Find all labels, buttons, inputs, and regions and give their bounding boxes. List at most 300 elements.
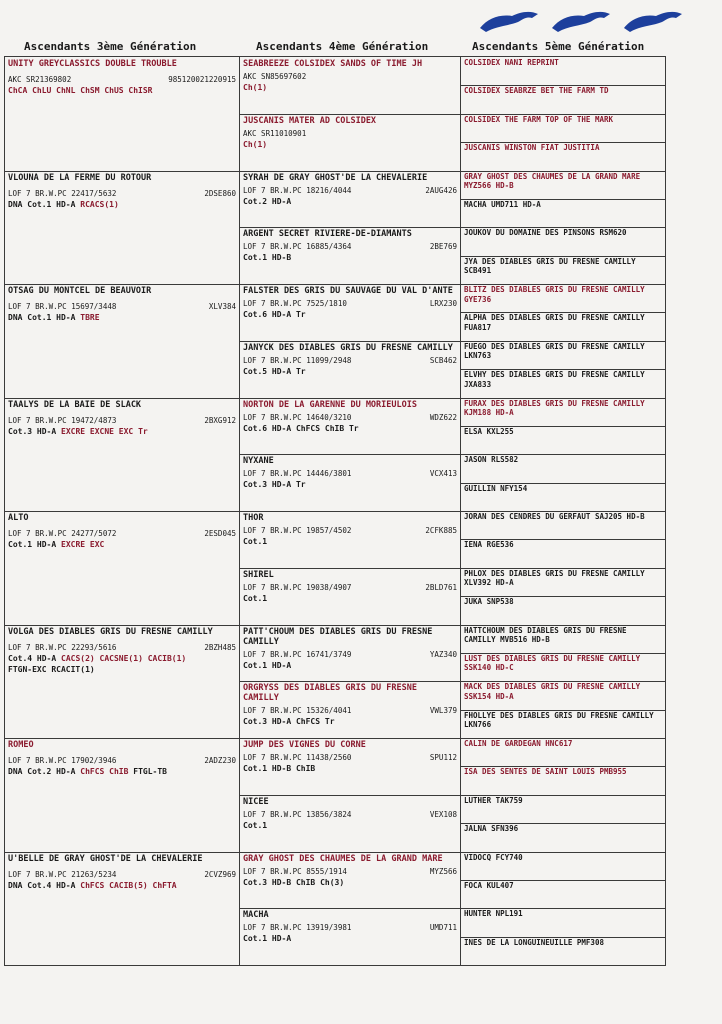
ancestor-name: GRAY GHOST DES CHAUMES DE LA GRAND MARE MYZ566 HD-B bbox=[464, 171, 641, 190]
registration-number: LOF 7 BR.W.PC 19857/4502 bbox=[243, 526, 352, 535]
row-divider bbox=[240, 738, 460, 739]
ancestor-gen5-cell bbox=[461, 341, 665, 369]
show-titles: TBRE bbox=[80, 313, 100, 322]
identification-code: LRX230 bbox=[429, 299, 457, 308]
ancestor-name: FALSTER DES GRIS DU SAUVAGE DU VAL D'ANTE bbox=[243, 286, 453, 296]
ancestor-gen5-cell bbox=[461, 256, 665, 284]
health-results: Cot.2 HD-A bbox=[243, 196, 292, 206]
registration-line bbox=[243, 356, 457, 366]
ancestor-name: UNITY GREYCLASSICS DOUBLE TROUBLE bbox=[8, 59, 177, 69]
ancestor-name: JYA DES DIABLES GRIS DU FRESNE CAMILLY SCB491 bbox=[464, 256, 636, 276]
ancestor-gen5-cell bbox=[461, 227, 665, 255]
registration-line bbox=[243, 923, 457, 933]
health-titles-line bbox=[243, 660, 457, 671]
show-titles: Ch(1) bbox=[243, 139, 268, 149]
ancestor-name: U'BELLE DE GRAY GHOST'DE LA CHEVALERIE bbox=[8, 853, 203, 864]
ancestor-gen5-cell bbox=[461, 312, 665, 340]
row-divider bbox=[461, 880, 665, 881]
ancestor-name: MACK DES DIABLES GRIS DU FRESNE CAMILLY SSK154 HD-A bbox=[464, 682, 641, 701]
ancestor-name: NORTON DE LA GARENNE DU MORIEULOIS bbox=[243, 399, 417, 410]
ancestor-name: HUNTER NPL191 bbox=[464, 909, 523, 919]
registration-line bbox=[243, 186, 457, 196]
registration-number: LOF 7 BR.W.PC 11099/2948 bbox=[243, 355, 352, 365]
ancestor-name: JASON RLS582 bbox=[464, 455, 519, 465]
ancestor-name: MACHA bbox=[243, 910, 269, 921]
identification-code: 2AUG426 bbox=[425, 185, 457, 195]
health-titles-line bbox=[8, 539, 236, 550]
registration-number: LOF 7 BR.W.PC 14446/3801 bbox=[243, 469, 352, 479]
row-divider bbox=[461, 539, 665, 540]
registration-number: LOF 7 BR.W.PC 14640/3210 bbox=[243, 412, 352, 422]
registration-number: AKC SR11010901 bbox=[243, 128, 307, 138]
ancestor-gen5-cell bbox=[461, 880, 665, 908]
registration-line bbox=[243, 129, 457, 139]
ancestor-name: NICEE bbox=[243, 796, 269, 807]
ancestor-gen5-cell bbox=[461, 483, 665, 511]
ancestor-name: BLITZ DES DIABLES GRIS DU FRESNE CAMILLY GYE736 bbox=[464, 285, 645, 304]
health-titles-line bbox=[8, 199, 236, 210]
row-divider bbox=[461, 511, 665, 512]
show-titles: ChFCS ChIB bbox=[80, 767, 129, 776]
ancestor-gen4-cell bbox=[240, 625, 460, 682]
ancestor-name: JUMP DES VIGNES DU CORNE bbox=[243, 740, 366, 750]
registration-line bbox=[243, 72, 457, 82]
registration-line bbox=[8, 75, 236, 85]
health-titles-line bbox=[243, 82, 457, 93]
health-results: Cot.4 HD-A bbox=[8, 653, 57, 663]
ancestor-gen3-cell bbox=[5, 738, 239, 852]
registration-line bbox=[243, 867, 457, 877]
registration-line bbox=[8, 870, 236, 880]
health-results: Cot.1 bbox=[243, 593, 268, 603]
ancestor-gen3-cell bbox=[5, 511, 239, 625]
ancestor-gen5-cell bbox=[461, 937, 665, 965]
row-divider bbox=[461, 738, 665, 739]
ancestor-name: OTSAG DU MONTCEL DE BEAUVOIR bbox=[8, 286, 152, 296]
ancestor-gen5-cell bbox=[461, 142, 665, 170]
ancestor-gen5-cell bbox=[461, 511, 665, 539]
health-titles-line bbox=[243, 933, 457, 944]
ancestor-gen4-cell bbox=[240, 681, 460, 738]
ancestor-gen3-cell bbox=[5, 398, 239, 512]
registration-line bbox=[8, 302, 236, 312]
ancestor-gen3-cell bbox=[5, 625, 239, 739]
row-divider bbox=[240, 852, 460, 853]
row-divider bbox=[461, 852, 665, 853]
ancestor-name: PHLOX DES DIABLES GRIS DU FRESNE CAMILLY XLV392 HD-A bbox=[464, 568, 645, 588]
ancestor-gen5-cell bbox=[461, 398, 665, 426]
health-titles-line bbox=[243, 820, 457, 831]
health-results: DNA Cot.1 HD-A bbox=[8, 199, 76, 209]
row-divider bbox=[461, 227, 665, 228]
registration-number: LOF 7 BR.W.PC 21263/5234 bbox=[8, 869, 117, 879]
ancestor-gen5-cell bbox=[461, 539, 665, 567]
ancestor-gen5-cell bbox=[461, 795, 665, 823]
ancestor-gen3-cell bbox=[5, 284, 239, 398]
row-divider bbox=[240, 625, 460, 626]
ancestor-gen3-cell bbox=[5, 852, 239, 966]
row-divider bbox=[5, 625, 239, 626]
registration-line bbox=[243, 753, 457, 763]
ancestor-name: VIDOCQ FCY740 bbox=[464, 852, 523, 862]
row-divider bbox=[461, 681, 665, 682]
health-titles-line bbox=[243, 716, 457, 727]
row-divider bbox=[240, 398, 460, 399]
ancestor-gen4-cell bbox=[240, 738, 460, 795]
ancestor-name: ALPHA DES DIABLES GRIS DU FRESNE CAMILLY FUA817 bbox=[464, 313, 645, 332]
ancestor-gen5-cell bbox=[461, 369, 665, 397]
registration-number: LOF 7 BR.W.PC 16741/3749 bbox=[243, 649, 352, 659]
registration-line bbox=[243, 299, 457, 309]
ancestor-gen4-cell bbox=[240, 227, 460, 284]
identification-code: 2CVZ969 bbox=[204, 869, 236, 879]
ancestor-gen5-cell bbox=[461, 171, 665, 199]
gen4-header: Ascendants 4ème Génération bbox=[256, 40, 429, 53]
health-titles-line bbox=[243, 763, 457, 774]
extra-titles: FTGN-EXC RCACIT(1) bbox=[8, 664, 95, 674]
ancestor-name: LUTHER TAK759 bbox=[464, 795, 523, 805]
ancestor-name: CALIN DE GARDEGAN HNC617 bbox=[464, 739, 573, 748]
gen5-header: Ascendants 5ème Génération bbox=[472, 40, 645, 53]
row-divider bbox=[461, 369, 665, 370]
ancestor-name: ALTO bbox=[8, 513, 29, 523]
row-divider bbox=[461, 625, 665, 626]
show-titles: ChCA ChLU ChNL ChSM ChUS ChISR bbox=[8, 86, 153, 95]
identification-code: WDZ622 bbox=[429, 412, 457, 422]
ancestor-name: FOCA KUL407 bbox=[464, 880, 514, 890]
health-titles-line bbox=[8, 312, 236, 323]
row-divider bbox=[461, 568, 665, 569]
ancestor-gen4-cell bbox=[240, 114, 460, 171]
show-titles: RCACS(1) bbox=[80, 199, 119, 209]
ancestor-name: MACHA UMD711 HD-A bbox=[464, 199, 541, 209]
health-results: Cot.1 HD-A bbox=[243, 934, 292, 944]
ancestor-name: FUEGO DES DIABLES GRIS DU FRESNE CAMILLY LKN763 bbox=[464, 341, 645, 361]
registration-number: LOF 7 BR.W.PC 19038/4907 bbox=[243, 582, 352, 592]
identification-code: MYZ566 bbox=[429, 866, 457, 876]
health-titles-line bbox=[243, 196, 457, 207]
row-divider bbox=[240, 227, 460, 228]
identification-code: 2ADZ230 bbox=[204, 756, 236, 765]
row-divider bbox=[461, 284, 665, 285]
health-titles-line bbox=[8, 880, 236, 891]
row-divider bbox=[461, 142, 665, 143]
ancestor-gen5-cell bbox=[461, 710, 665, 738]
ancestor-name: JUSCANIS WINSTON FIAT JUSTITIA bbox=[464, 143, 600, 153]
row-divider bbox=[240, 795, 460, 796]
health-titles-line bbox=[243, 877, 457, 888]
row-divider bbox=[240, 454, 460, 455]
identification-code: 2BXG912 bbox=[204, 415, 236, 425]
health-titles-line bbox=[243, 366, 457, 377]
row-divider bbox=[461, 312, 665, 313]
row-divider bbox=[461, 596, 665, 597]
row-divider bbox=[461, 114, 665, 115]
row-divider bbox=[461, 199, 665, 200]
registration-number: LOF 7 BR.W.PC 13919/3981 bbox=[243, 923, 352, 933]
health-results: DNA Cot.2 HD-A bbox=[8, 767, 76, 776]
registration-line bbox=[8, 643, 236, 653]
row-divider bbox=[461, 256, 665, 257]
registration-number: LOF 7 BR.W.PC 22293/5616 bbox=[8, 642, 117, 652]
registration-line bbox=[243, 706, 457, 716]
row-divider bbox=[461, 937, 665, 938]
health-titles-line bbox=[243, 479, 457, 490]
ancestor-name: HATTCHOUM DES DIABLES GRIS DU FRESNE CAMILLY MVB516 HD-B bbox=[464, 625, 627, 644]
row-divider bbox=[240, 681, 460, 682]
health-results: Cot.6 HD-A ChFCS ChIB Tr bbox=[243, 423, 359, 433]
ancestor-name: INES DE LA LONGUINEUILLE PMF308 bbox=[464, 937, 604, 947]
registration-line bbox=[243, 810, 457, 820]
registration-number: AKC SR21369802 bbox=[8, 75, 72, 84]
registration-line bbox=[243, 583, 457, 593]
ancestor-name: PATT'CHOUM DES DIABLES GRIS DU FRESNE CAMILLY bbox=[243, 626, 433, 647]
identification-code: SCB462 bbox=[429, 355, 457, 365]
health-titles-line bbox=[8, 426, 236, 437]
row-divider bbox=[461, 454, 665, 455]
ancestor-gen4-cell bbox=[240, 171, 460, 228]
registration-line bbox=[243, 469, 457, 479]
ancestor-name: ORGRYSS DES DIABLES GRIS DU FRESNE CAMILLY bbox=[243, 683, 417, 704]
ancestor-gen4-cell bbox=[240, 341, 460, 398]
identification-code: 2BZH485 bbox=[204, 642, 236, 652]
show-titles: ChFCS CACIB(5) ChFTA bbox=[80, 880, 177, 890]
health-titles-line bbox=[243, 593, 457, 604]
ancestor-gen5-cell bbox=[461, 852, 665, 880]
registration-line bbox=[8, 416, 236, 426]
ancestor-gen5-cell bbox=[461, 766, 665, 794]
health-results: Cot.1 HD-A bbox=[8, 540, 57, 549]
ancestor-gen4-cell bbox=[240, 398, 460, 455]
ancestor-gen4-cell bbox=[240, 57, 460, 114]
health-results: Cot.3 HD-B ChIB Ch(3) bbox=[243, 877, 345, 887]
health-results: Cot.1 bbox=[243, 537, 268, 546]
ancestor-gen5-cell bbox=[461, 454, 665, 482]
ancestor-gen5-cell bbox=[461, 199, 665, 227]
ancestor-name: ISA DES SENTES DE SAINT LOUIS PMB955 bbox=[464, 767, 627, 777]
ancestor-gen4-cell bbox=[240, 908, 460, 965]
ancestor-gen3-cell bbox=[5, 171, 239, 285]
ancestor-name: JORAN DES CENDRES DU GERFAUT SAJ205 HD-B bbox=[464, 512, 645, 521]
ancestor-gen4-cell bbox=[240, 795, 460, 852]
health-results: DNA Cot.1 HD-A bbox=[8, 313, 76, 322]
show-titles: Ch(1) bbox=[243, 83, 268, 92]
health-results: DNA Cot.4 HD-A bbox=[8, 880, 76, 890]
ancestor-name: IENA RGE536 bbox=[464, 540, 514, 550]
ancestor-gen4-cell bbox=[240, 454, 460, 511]
identification-code: SPU112 bbox=[429, 753, 457, 762]
health-titles-line bbox=[243, 309, 457, 320]
registration-number: AKC SN85697602 bbox=[243, 72, 307, 81]
ancestor-gen3-cell bbox=[5, 57, 239, 171]
ancestor-name: SYRAH DE GRAY GHOST'DE LA CHEVALERIE bbox=[243, 172, 428, 183]
health-titles-line bbox=[8, 653, 236, 664]
health-results: Cot.3 HD-A bbox=[8, 426, 57, 436]
registration-number: LOF 7 BR.W.PC 15697/3448 bbox=[8, 302, 117, 311]
row-divider bbox=[240, 511, 460, 512]
row-divider bbox=[461, 341, 665, 342]
identification-code: 2CFK885 bbox=[425, 526, 457, 535]
health-titles-line bbox=[8, 766, 236, 777]
ancestor-gen5-cell bbox=[461, 568, 665, 596]
identification-code: XLV384 bbox=[208, 302, 236, 311]
row-divider bbox=[240, 171, 460, 172]
ancestor-name: VLOUNA DE LA FERME DU ROTOUR bbox=[8, 172, 152, 183]
identification-code: VCX413 bbox=[429, 469, 457, 479]
ancestor-gen5-cell bbox=[461, 57, 665, 85]
registration-number: LOF 7 BR.W.PC 16885/4364 bbox=[243, 242, 352, 252]
registration-line bbox=[8, 529, 236, 539]
show-titles: EXCRE EXCNE EXC Tr bbox=[61, 426, 148, 436]
health-results: Cot.1 bbox=[243, 820, 268, 830]
row-divider bbox=[461, 171, 665, 172]
ancestor-name: FHOLLYE DES DIABLES GRIS DU FRESNE CAMILLY LKN766 bbox=[464, 710, 654, 730]
logo-group bbox=[478, 4, 688, 40]
ancestor-gen5-cell bbox=[461, 738, 665, 766]
ancestor-name: ELVHY DES DIABLES GRIS DU FRESNE CAMILLY JXA833 bbox=[464, 370, 645, 389]
registration-line bbox=[243, 650, 457, 660]
column-headers bbox=[0, 40, 722, 56]
ancestor-gen5-cell bbox=[461, 426, 665, 454]
ancestor-name: NYXANE bbox=[243, 456, 274, 467]
identification-code: VEX108 bbox=[429, 809, 457, 819]
registration-number: LOF 7 BR.W.PC 22417/5632 bbox=[8, 188, 117, 198]
health-titles-line bbox=[243, 536, 457, 547]
ancestor-name: JALNA SFN396 bbox=[464, 824, 519, 834]
row-divider bbox=[461, 426, 665, 427]
ancestor-gen5-cell bbox=[461, 681, 665, 709]
row-divider bbox=[461, 398, 665, 399]
ancestor-name: GUILLIN NFY154 bbox=[464, 483, 528, 493]
ancestor-name: JOUKOV DU DOMAINE DES PINSONS RSM620 bbox=[464, 228, 627, 238]
health-titles-line bbox=[243, 423, 457, 434]
registration-line bbox=[243, 413, 457, 423]
ancestor-name: COLSIDEX THE FARM TOP OF THE MARK bbox=[464, 114, 614, 124]
registration-number: LOF 7 BR.W.PC 24277/5072 bbox=[8, 529, 117, 538]
ancestor-name: COLSIDEX SEABRZE BET THE FARM TD bbox=[464, 86, 609, 96]
ancestor-name: SEABREEZE COLSIDEX SANDS OF TIME JH bbox=[243, 59, 423, 69]
row-divider bbox=[5, 284, 239, 285]
row-divider bbox=[461, 85, 665, 86]
ancestor-name: THOR bbox=[243, 513, 264, 523]
row-divider bbox=[240, 568, 460, 569]
ancestor-name: LUST DES DIABLES GRIS DU FRESNE CAMILLY SSK140 HD-C bbox=[464, 653, 641, 673]
identification-code: VWL379 bbox=[429, 706, 457, 716]
row-divider bbox=[240, 908, 460, 909]
identification-code: 2ESD045 bbox=[204, 529, 236, 538]
registration-line bbox=[243, 526, 457, 536]
registration-number: LOF 7 BR.W.PC 18216/4044 bbox=[243, 185, 352, 195]
registration-number: LOF 7 BR.W.PC 13856/3824 bbox=[243, 809, 352, 819]
registration-line bbox=[243, 242, 457, 252]
ancestor-gen5-cell bbox=[461, 823, 665, 851]
ancestor-name: TAALYS DE LA BAIE DE SLACK bbox=[8, 399, 142, 410]
identification-code: UMD711 bbox=[429, 923, 457, 933]
ancestor-name: JUSCANIS MATER AD COLSIDEX bbox=[243, 115, 377, 126]
ancestor-name: JANYCK DES DIABLES GRIS DU FRESNE CAMILLY bbox=[243, 342, 453, 353]
health-results: Cot.1 HD-B ChIB bbox=[243, 764, 316, 773]
row-divider bbox=[461, 653, 665, 654]
row-divider bbox=[461, 766, 665, 767]
health-titles-line bbox=[8, 85, 236, 96]
ancestor-name: COLSIDEX NANI REPRINT bbox=[464, 58, 559, 67]
health-results: Cot.3 HD-A Tr bbox=[243, 480, 306, 490]
ancestor-gen4-cell bbox=[240, 511, 460, 568]
ancestor-name: VOLGA DES DIABLES GRIS DU FRESNE CAMILLY bbox=[8, 626, 213, 637]
registration-line bbox=[8, 756, 236, 766]
row-divider bbox=[5, 738, 239, 739]
jumping-greyhound-icon bbox=[622, 4, 686, 40]
row-divider bbox=[461, 710, 665, 711]
health-titles-line bbox=[243, 139, 457, 150]
row-divider bbox=[5, 171, 239, 172]
row-divider bbox=[240, 114, 460, 115]
row-divider bbox=[5, 852, 239, 853]
identification-code: 2BLD761 bbox=[425, 582, 457, 592]
registration-number: LOF 7 BR.W.PC 19472/4873 bbox=[8, 415, 117, 425]
health-results: Cot.1 HD-B bbox=[243, 253, 292, 263]
row-divider bbox=[461, 908, 665, 909]
health-results: Cot.5 HD-A Tr bbox=[243, 366, 306, 376]
row-divider bbox=[461, 823, 665, 824]
registration-number: LOF 7 BR.W.PC 8555/1914 bbox=[243, 866, 347, 876]
jumping-greyhound-icon bbox=[478, 4, 542, 40]
ancestor-name: SHIREL bbox=[243, 569, 274, 580]
ancestor-name: JUKA SNP538 bbox=[464, 597, 514, 607]
ancestor-name: GRAY GHOST DES CHAUMES DE LA GRAND MARE bbox=[243, 853, 443, 864]
health-results: Cot.3 HD-A ChFCS Tr bbox=[243, 717, 335, 727]
gen3-header: Ascendants 3ème Génération bbox=[24, 40, 197, 53]
row-divider bbox=[461, 483, 665, 484]
identification-code: 2BE769 bbox=[429, 242, 457, 252]
ancestor-gen5-cell bbox=[461, 653, 665, 681]
registration-number: LOF 7 BR.W.PC 17902/3946 bbox=[8, 756, 117, 765]
pedigree-table bbox=[4, 56, 666, 966]
row-divider bbox=[5, 398, 239, 399]
ancestor-gen5-cell bbox=[461, 114, 665, 142]
row-divider bbox=[461, 795, 665, 796]
ancestor-gen5-cell bbox=[461, 625, 665, 653]
health-results: Cot.1 HD-A bbox=[243, 660, 292, 670]
ancestor-gen5-cell bbox=[461, 908, 665, 936]
show-titles: EXCRE EXC bbox=[61, 540, 105, 549]
ancestor-gen5-cell bbox=[461, 596, 665, 624]
ancestor-gen4-cell bbox=[240, 852, 460, 909]
ancestor-gen5-cell bbox=[461, 284, 665, 312]
health-titles-line bbox=[243, 252, 457, 263]
ancestor-name: ELSA KXL255 bbox=[464, 426, 514, 436]
registration-number: LOF 7 BR.W.PC 15326/4041 bbox=[243, 706, 352, 716]
ancestor-gen4-cell bbox=[240, 284, 460, 341]
ancestor-name: ARGENT SECRET RIVIERE-DE-DIAMANTS bbox=[243, 229, 412, 240]
identification-code: 2DSE860 bbox=[204, 188, 236, 198]
field-titles: FTGL-TB bbox=[133, 767, 167, 776]
ancestor-name: ROMEO bbox=[8, 740, 34, 750]
show-titles: CACS(2) CACSNE(1) CACIB(1) bbox=[61, 653, 187, 663]
row-divider bbox=[240, 284, 460, 285]
health-results: Cot.6 HD-A Tr bbox=[243, 310, 306, 319]
registration-number: LOF 7 BR.W.PC 11438/2560 bbox=[243, 753, 352, 762]
ancestor-name: FURAX DES DIABLES GRIS DU FRESNE CAMILLY KJM188 HD-A bbox=[464, 398, 645, 417]
registration-number: LOF 7 BR.W.PC 7525/1810 bbox=[243, 299, 347, 308]
identification-code: 985120021220915 bbox=[168, 75, 236, 84]
jumping-greyhound-icon bbox=[550, 4, 614, 40]
ancestor-gen5-cell bbox=[461, 85, 665, 113]
row-divider bbox=[5, 511, 239, 512]
row-divider bbox=[240, 341, 460, 342]
identification-code: YAZ340 bbox=[429, 649, 457, 659]
ancestor-gen4-cell bbox=[240, 568, 460, 625]
